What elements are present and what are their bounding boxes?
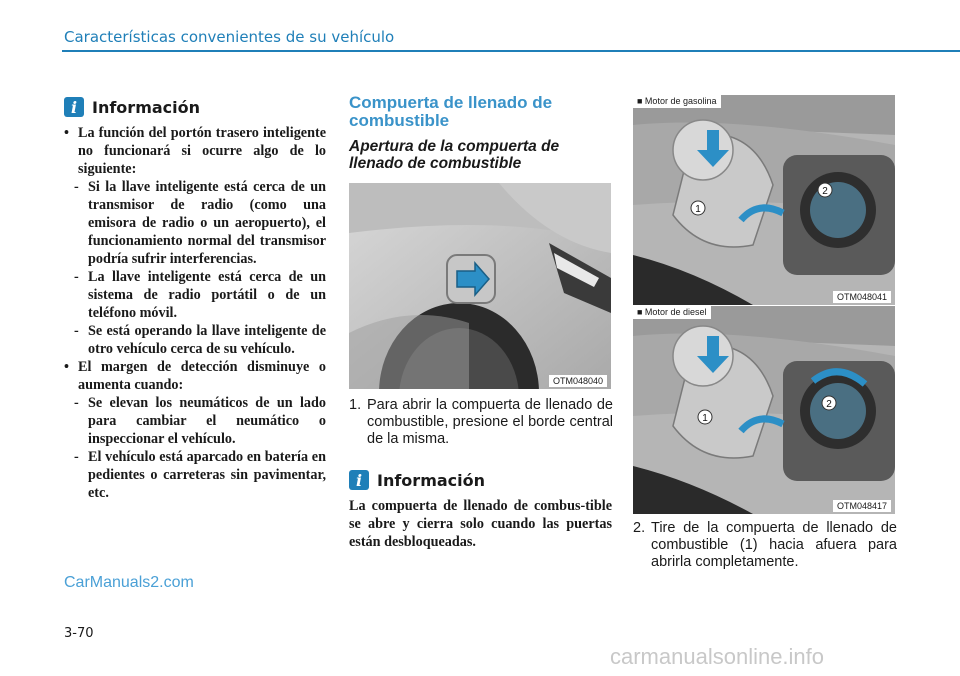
watermark-left[interactable]: CarManuals2.com <box>64 574 194 591</box>
callout-1: 1 <box>695 204 701 215</box>
sub-item: - Se elevan los neumáticos de un lado para cambiar el neumático o inspeccionar el vehículo. <box>74 395 326 447</box>
gasoline-fuel-door-illustration <box>633 95 895 305</box>
page-number: 3-70 <box>64 626 94 641</box>
diesel-figure <box>633 306 895 514</box>
watermark-right[interactable]: carmanualsonline.info <box>610 644 825 669</box>
section-subtitle: Apertura de la compuerta de llenado de combustible <box>349 138 560 172</box>
info-icon: i <box>64 97 84 117</box>
info-title-2: Información <box>377 470 486 490</box>
info-2-text: La compuerta de llenado de combus-tible se abre y cierra solo cuando las puertas están desbloqueadas. <box>349 498 612 550</box>
sub-text: Se elevan los neumáticos de un lado para cambiar el neumático o inspeccionar el vehículo. <box>88 395 326 447</box>
sub-item: - El vehículo está aparcado en batería en pedientes o carreteras sin pavimentar, etc. <box>74 449 326 501</box>
step-2: 2. Tire de la compuerta de llenado de combustible (1) hacia afuera para abrirla completamente. <box>633 520 897 570</box>
step-2-text: Tire de la compuerta de llenado de combustible (1) hacia afuera para abrirla completamente. <box>651 520 897 570</box>
gasoline-tag: ■ Motor de gasolina <box>633 95 721 108</box>
callout-2: 2 <box>826 399 832 410</box>
section-title: Compuerta de llenado de combustible <box>349 93 553 130</box>
bullet-text: El margen de detección disminuye o aumenta cuando: <box>78 359 326 393</box>
figure-code: OTM048417 <box>833 500 891 512</box>
step-1: 1. Para abrir la compuerta de llenado de combustible, presione el borde central de la misma. <box>349 397 613 447</box>
gasoline-figure <box>633 95 895 305</box>
sub-text: El vehículo está aparcado en batería en pedientes o carreteras sin pavimentar, etc. <box>88 449 326 501</box>
sub-text: Se está operando la llave inteligente de otro vehículo cerca de su vehículo. <box>88 323 326 357</box>
sub-text: Si la llave inteligente está cerca de un transmisor de radio (como una emisora de radio o un aeropuerto), el funcionamiento normal del transmisor podría sufrir interferencias. <box>88 179 326 267</box>
info-heading <box>64 97 200 117</box>
figure-code: OTM048041 <box>833 291 891 303</box>
sub-item: - Si la llave inteligente está cerca de un transmisor de radio (como una emisora de radio o un aeropuerto), el funcionamiento normal del transmisor podría sufrir interferencias. <box>74 179 326 267</box>
bullet-text: La función del portón trasero inteligente no funcionará si ocurre algo de lo siguiente: <box>78 125 326 177</box>
step-1-text: Para abrir la compuerta de llenado de combustible, presione el borde central de la misma. <box>367 397 613 447</box>
sub-item: - Se está operando la llave inteligente de otro vehículo cerca de su vehículo. <box>74 323 326 357</box>
callout-2: 2 <box>822 186 828 197</box>
info-title: Información <box>92 97 201 117</box>
figure-code: OTM048040 <box>549 375 607 387</box>
info-body <box>64 124 326 502</box>
sub-item: - La llave inteligente está cerca de un sistema de radio portátil o de un teléfono móvil. <box>74 269 326 321</box>
fuel-door-illustration <box>349 183 611 389</box>
header-title: Características convenientes de su vehículo <box>64 28 395 46</box>
diesel-tag: ■ Motor de diesel <box>633 306 711 319</box>
info-heading-2 <box>349 470 485 490</box>
callout-1: 1 <box>702 413 708 424</box>
bullet-item: • La función del portón trasero inteligente no funcionará si ocurre algo de lo siguiente: <box>64 125 326 177</box>
header-rule <box>62 50 960 52</box>
fuel-door-figure <box>349 183 611 389</box>
info-icon: i <box>349 470 369 490</box>
sub-text: La llave inteligente está cerca de un sistema de radio portátil o de un teléfono móvil. <box>88 269 326 321</box>
diesel-fuel-door-illustration <box>633 306 895 514</box>
bullet-item: • El margen de detección disminuye o aumenta cuando: <box>64 359 326 393</box>
